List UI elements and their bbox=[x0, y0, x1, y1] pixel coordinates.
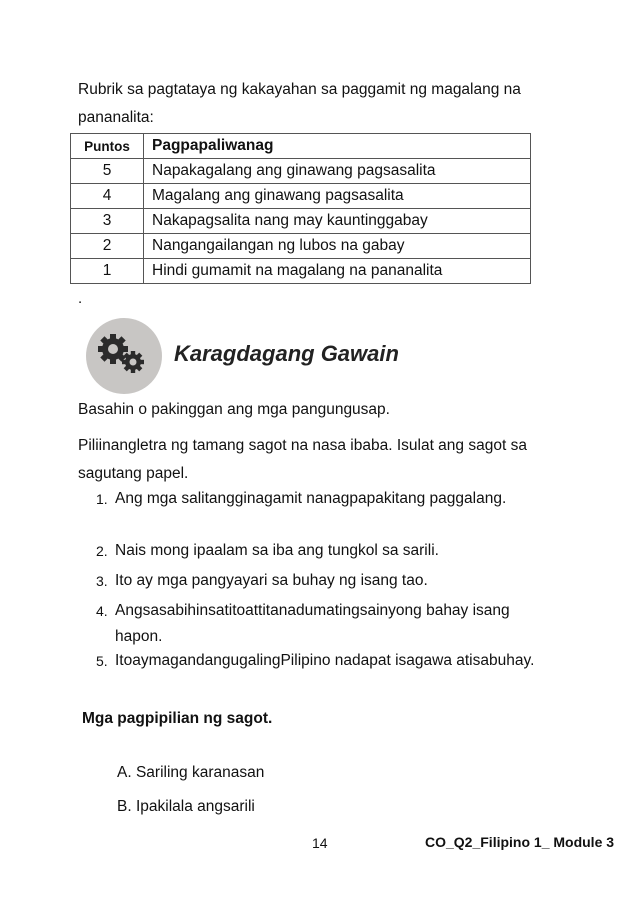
instruction-line-2: Piliinangletra ng tamang sagot na nasa ibaba. Isulat ang sagot sa sagutang papel. bbox=[78, 437, 527, 482]
page-number: 14 bbox=[312, 835, 328, 851]
gears-icon bbox=[86, 318, 162, 394]
row-points: 4 bbox=[71, 184, 144, 209]
table-row bbox=[71, 259, 531, 284]
choice-option: A. Sariling karanasan bbox=[117, 764, 265, 781]
row-description: Magalang ang ginawang pagsasalita bbox=[144, 184, 531, 209]
rubric-intro: Rubrik sa pagtataya ng kakayahan sa paggamit ng magalang na pananalita: bbox=[78, 81, 521, 126]
item-number: 4. bbox=[96, 603, 108, 619]
list-item bbox=[96, 648, 546, 700]
item-text: Ito ay mga pangyayari sa buhay ng isang tao. bbox=[115, 572, 428, 589]
row-description: Nangangailangan ng lubos na gabay bbox=[144, 234, 531, 259]
row-description: Nakapagsalita nang may kauntinggabay bbox=[144, 209, 531, 234]
item-number: 1. bbox=[96, 491, 108, 507]
list-item bbox=[96, 486, 546, 538]
row-description: Napakagalang ang ginawang pagsasalita bbox=[144, 159, 531, 184]
table-row bbox=[71, 209, 531, 234]
header-points: Puntos bbox=[71, 134, 144, 159]
table-row bbox=[71, 159, 531, 184]
module-code: CO_Q2_Filipino 1_ Module 3 bbox=[425, 834, 615, 850]
row-points: 2 bbox=[71, 234, 144, 259]
item-number: 5. bbox=[96, 653, 108, 669]
row-points: 1 bbox=[71, 259, 144, 284]
table-row bbox=[71, 234, 531, 259]
table-row bbox=[71, 184, 531, 209]
sentence-list bbox=[96, 486, 546, 700]
item-text: Nais mong ipaalam sa iba ang tungkol sa sarili. bbox=[115, 542, 439, 559]
item-text: Angsasabihinsatitoattitanadumatingsainyong bahay isang hapon. bbox=[115, 602, 510, 645]
choice-option: B. Ipakilala angsarili bbox=[117, 798, 255, 815]
choices-heading: Mga pagpipilian ng sagot. bbox=[82, 710, 273, 727]
rubric-header-row bbox=[71, 134, 531, 159]
list-item bbox=[96, 568, 546, 598]
row-description: Hindi gumamit na magalang na pananalita bbox=[144, 259, 531, 284]
choices-list bbox=[117, 760, 264, 828]
item-number: 3. bbox=[96, 573, 108, 589]
list-item bbox=[96, 598, 546, 648]
item-text: ItoaymagandangugalingPilipino nadapat isagawa atisabuhay. bbox=[115, 652, 535, 669]
stray-mark: . bbox=[78, 290, 83, 307]
header-description: Pagpapaliwanag bbox=[144, 134, 531, 159]
item-text: Ang mga salitangginagamit nanagpapakitang paggalang. bbox=[115, 490, 507, 507]
rubric-table bbox=[70, 133, 531, 284]
list-item bbox=[96, 538, 546, 568]
row-points: 3 bbox=[71, 209, 144, 234]
row-points: 5 bbox=[71, 159, 144, 184]
instruction-line-1: Basahin o pakinggan ang mga pangungusap. bbox=[78, 401, 390, 418]
section-title: Karagdagang Gawain bbox=[174, 341, 399, 366]
item-number: 2. bbox=[96, 543, 108, 559]
